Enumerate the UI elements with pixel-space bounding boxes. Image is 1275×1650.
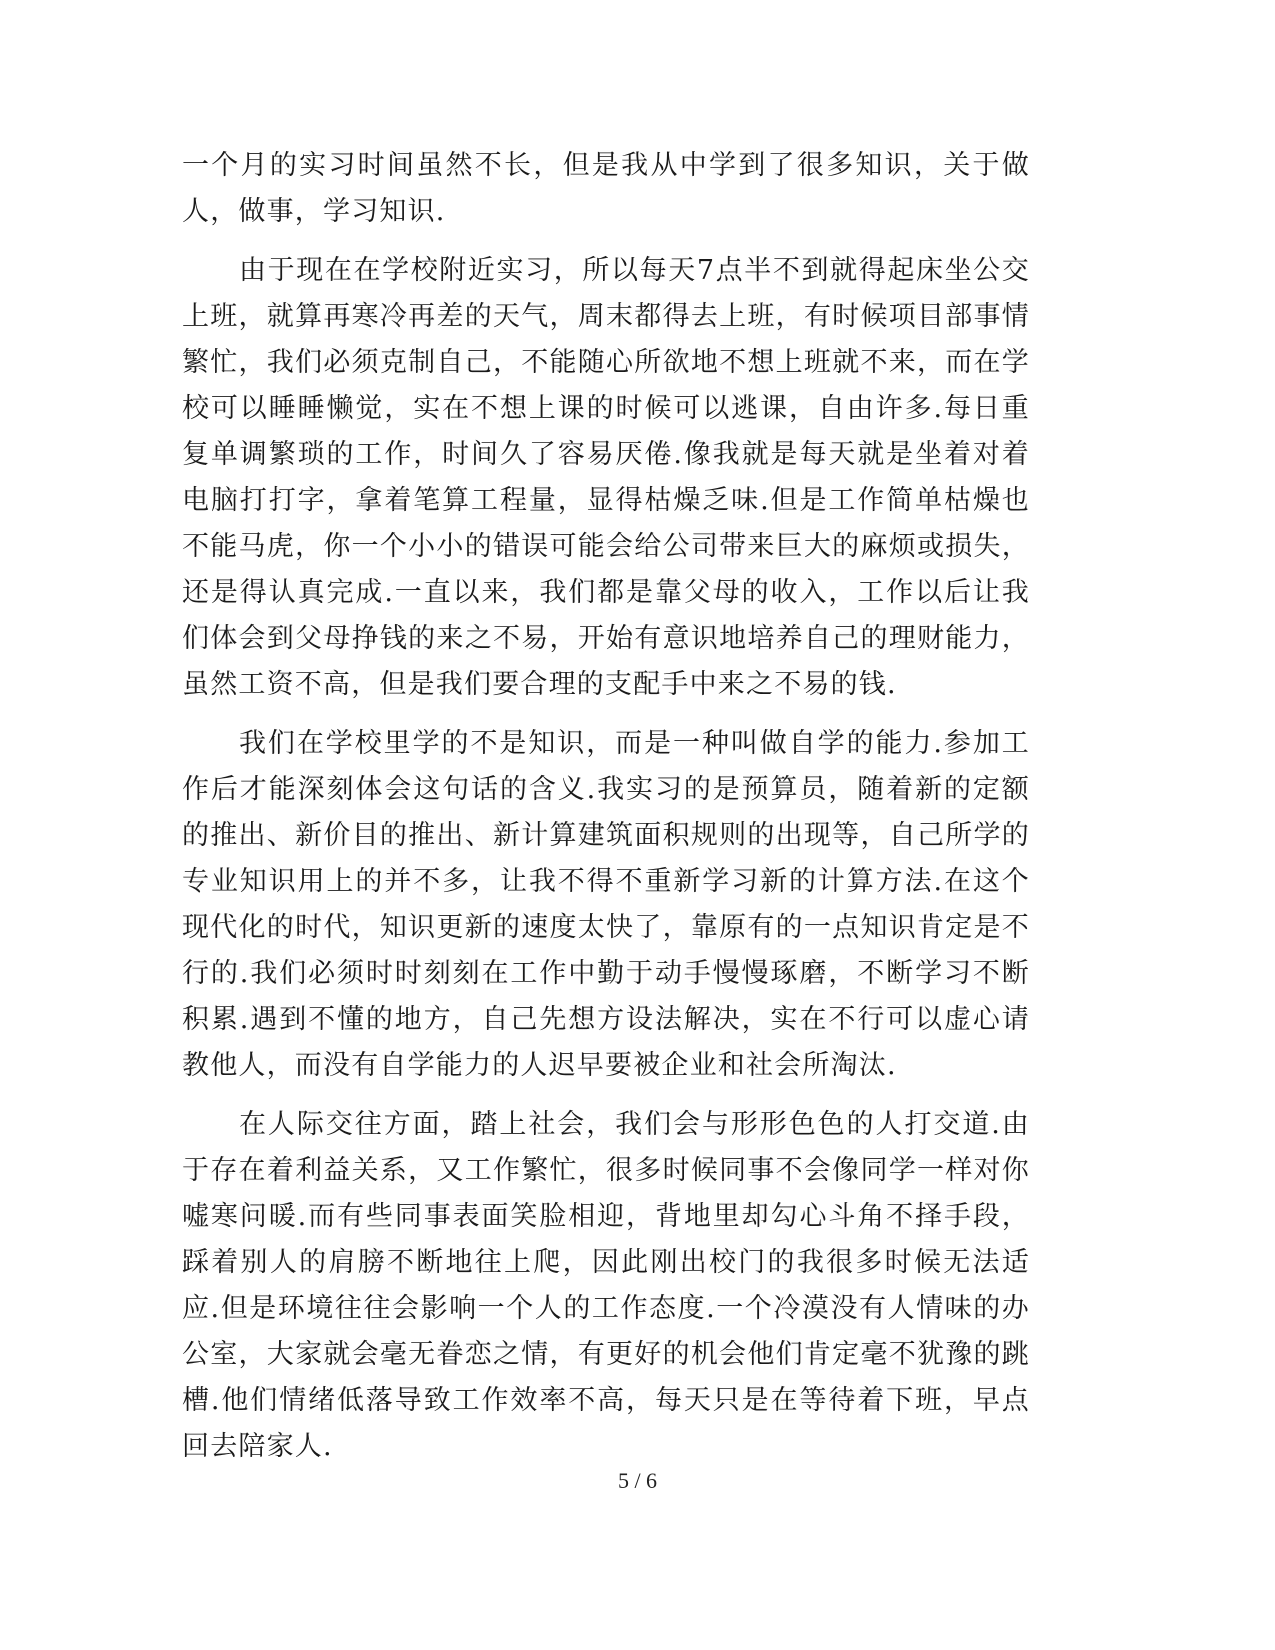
paragraph-1: 一个月的实习时间虽然不长，但是我从中学到了很多知识，关于做人，做事，学习知识. [182,150,1030,227]
paragraph-2: 由于现在在学校附近实习，所以每天7点半不到就得起床坐公交上班，就算再寒冷再差的天气，周末都得去上班，有时候项目部事情繁忙，我们必须克制自己，不能随心所欲地不想上班就不来，而在学校可以睡睡懒觉，实在不想上课的时候可以逃课，自由许多.每日重复单调繁琐的工作，时间久了容易厌倦.像我就是每天就是坐着对着电脑打打字，拿着笔算工程量，显得枯燥乏味.但是工作简单枯燥也不能马虎，你一个小小的错误可能会给公司带来巨大的麻烦或损失，还是得认真完成.一直以来，我们都是靠父母的收入，工作以后让我们体会到父母挣钱的来之不易，开始有意识地培养自己的理财能力，虽然工资不高，但是我们要合理的支配手中来之不易的钱. [182,255,1030,700]
page-number: 5 / 6 [617,1468,658,1493]
document-body [182,143,1030,1483]
paragraph-3: 我们在学校里学的不是知识，而是一种叫做自学的能力.参加工作后才能深刻体会这句话的含义.我实习的是预算员，随着新的定额的推出、新价目的推出、新计算建筑面积规则的出现等，自己所学的专业知识用上的并不多，让我不得不重新学习新的计算方法.在这个现代化的时代，知识更新的速度太快了，靠原有的一点知识肯定是不行的.我们必须时时刻刻在工作中勤于动手慢慢琢磨，不断学习不断积累.遇到不懂的地方，自己先想方设法解决，实在不行可以虚心请教他人，而没有自学能力的人迟早要被企业和社会所淘汰. [182,728,1030,1081]
paragraph-4: 在人际交往方面，踏上社会，我们会与形形色色的人打交道.由于存在着利益关系，又工作繁忙，很多时候同事不会像同学一样对你嘘寒问暖.而有些同事表面笑脸相迎，背地里却勾心斗角不择手段，踩着别人的肩膀不断地往上爬，因此刚出校门的我很多时候无法适应.但是环境往往会影响一个人的工作态度.一个冷漠没有人情味的办公室，大家就会毫无眷恋之情，有更好的机会他们肯定毫不犹豫的跳槽.他们情绪低落导致工作效率不高，每天只是在等待着下班，早点回去陪家人. [182,1109,1030,1462]
